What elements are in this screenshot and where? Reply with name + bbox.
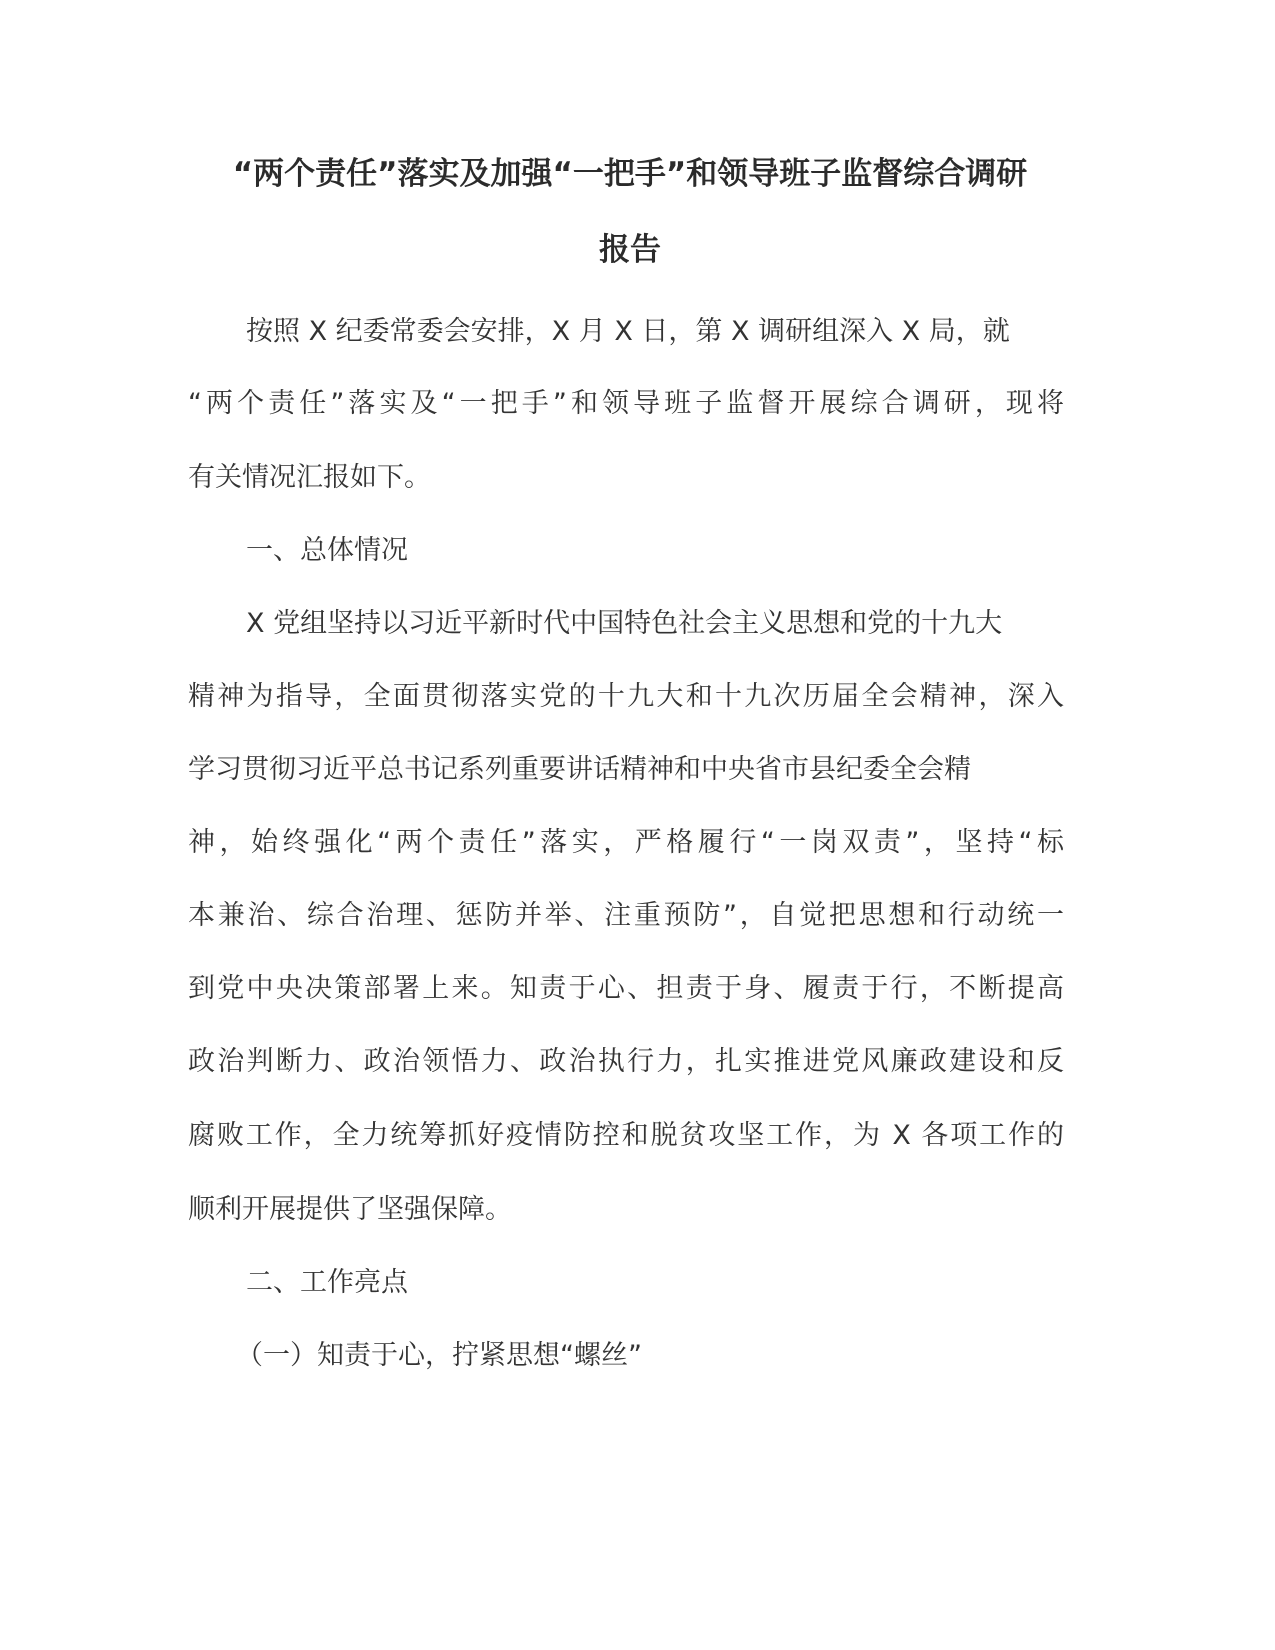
paragraph-overview-line-1: X 党组坚持以习近平新时代中国特色社会主义思想和党的十九大 — [246, 608, 1003, 639]
section-heading-highlights: 二、工作亮点 — [246, 1267, 408, 1298]
paragraph-overview-line-2: 精神为指导，全面贯彻落实党的十九大和十九次历届全会精神，深入 — [188, 681, 1064, 712]
subsection-heading-1: （一）知责于心，拧紧思想“螺丝” — [236, 1340, 642, 1371]
paragraph-overview-line-4: 神，始终强化“两个责任”落实，严格履行“一岗双责”，坚持“标 — [188, 827, 1064, 858]
paragraph-overview-line-3: 学习贯彻习近平总书记系列重要讲话精神和中央省市县纪委全会精 — [188, 754, 971, 785]
document-title-line-2: 报告 — [599, 232, 661, 268]
paragraph-intro-line-2: “两个责任”落实及“一把手”和领导班子监督开展综合调研，现将 — [188, 388, 1064, 419]
paragraph-overview-line-8: 腐败工作，全力统筹抓好疫情防控和脱贫攻坚工作，为 X 各项工作的 — [188, 1120, 1064, 1151]
document-title-line-1: “两个责任”落实及加强“一把手”和领导班子监督综合调研 — [232, 156, 1028, 192]
paragraph-intro-line-3: 有关情况汇报如下。 — [188, 462, 431, 493]
paragraph-overview-line-6: 到党中央决策部署上来。知责于心、担责于身、履责于行，不断提高 — [188, 973, 1064, 1004]
paragraph-overview-line-5: 本兼治、综合治理、惩防并举、注重预防”，自觉把思想和行动统一 — [188, 900, 1064, 931]
paragraph-overview-line-9: 顺利开展提供了坚强保障。 — [188, 1194, 512, 1225]
paragraph-overview-line-7: 政治判断力、政治领悟力、政治执行力，扎实推进党风廉政建设和反 — [188, 1046, 1064, 1077]
paragraph-intro-line-1: 按照 X 纪委常委会安排，X 月 X 日，第 X 调研组深入 X 局，就 — [246, 316, 1010, 347]
section-heading-overview: 一、总体情况 — [246, 535, 408, 566]
